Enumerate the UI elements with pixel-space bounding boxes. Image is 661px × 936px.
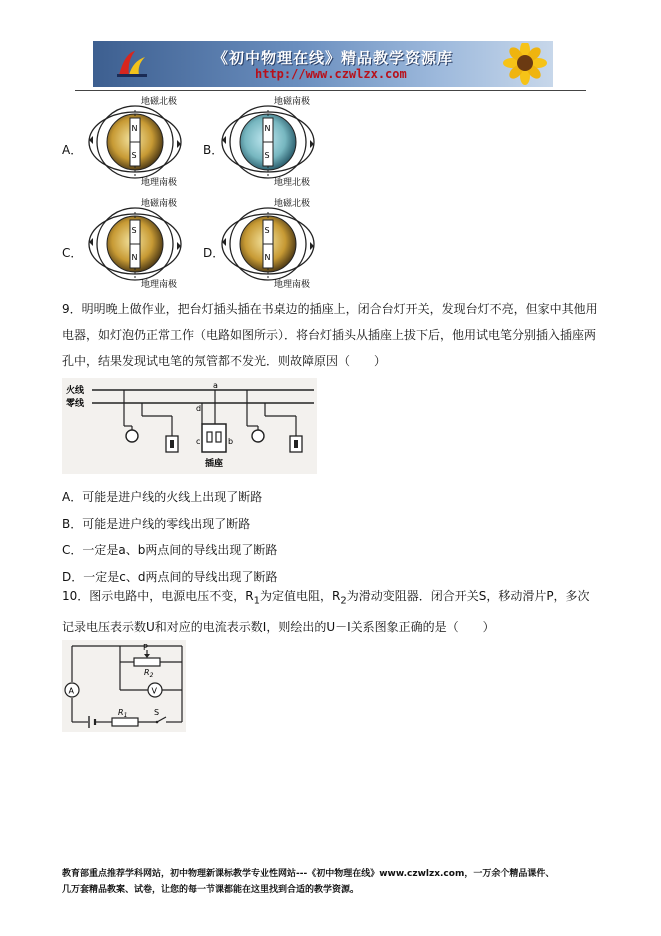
resistor-r1-icon [112,718,138,726]
rheostat-r2-icon [134,658,160,666]
q8-top-pole-label: 地磁北极 [274,199,311,209]
point-c-label: c [196,437,201,446]
q8-option-letter[interactable]: A． [62,143,83,157]
header-title: 《初中物理在线》精品教学资源库 [213,49,454,67]
q8-magnet-top-label: S [264,226,270,235]
socket-label: 插座 [205,459,224,469]
q9-text [62,296,602,374]
lamp-1-icon [126,430,138,442]
switch-s-label: S [154,708,160,717]
voltmeter-label: V [151,686,157,696]
q10-r2-subscript: 2 [340,595,347,607]
sunflower-icon [495,43,549,85]
q9-circuit-diagram [62,378,317,474]
q8-earth-diagram-b [218,96,328,188]
q8-earth-diagram-c [85,198,195,290]
q10-line-1-post: 为滑动变阻器．闭合开关S，移动滑片P，多次 [346,589,590,603]
q8-magnet-bottom-label: S [131,151,137,160]
header-url[interactable]: http://www.czwlzx.com [255,67,407,81]
lamp-2-icon [252,430,264,442]
q8-option-letter[interactable]: C． [62,246,83,260]
q8-option-letter[interactable]: D． [203,246,225,260]
point-a-label: a [213,381,218,390]
q10-line-1-mid: 为定值电阻，R [259,589,341,603]
q9-line-2: 电器，如灯泡仍正常工作（电路如图所示）．将台灯插头从插座上拔下后，他用试电笔分别插入插座两 [62,328,597,342]
q9-line-1: 9．明明晚上做作业，把台灯插头插在书桌边的插座上，闭合台灯开关，发现台灯不亮，但家中其他用 [62,302,598,316]
q8-bottom-pole-label: 地理南极 [141,280,178,290]
page-footer [62,866,632,898]
q10-line-1-pre: 10．图示电路中，电源电压不变，R [62,589,254,603]
slider-p-label: P [143,643,148,652]
q8-bottom-pole-label: 地理南极 [274,280,311,290]
q9-choice-a[interactable]: A．可能是进户线的火线上出现了断路 [62,490,263,504]
q10-text [62,583,607,640]
q9-line-3: 孔中，结果发现试电笔的氖管都不发光．则故障原因（ ） [62,354,387,368]
point-d-label: d [196,404,202,413]
neutral-wire-label: 零线 [66,399,85,409]
q8-bottom-pole-label: 地理南极 [141,178,178,188]
footer-line-2: 几万套精品教案、试卷，让您的每一节课都能在这里找到合适的教学资源。 [62,885,360,895]
socket-icon [202,424,226,452]
q8-magnet-bottom-label: N [264,253,271,262]
q10-circuit-diagram [62,640,186,732]
q8-earth-diagram-d [218,198,328,290]
q9-choice-b[interactable]: B．可能是进户线的零线出现了断路 [62,516,251,531]
header-banner [93,41,553,87]
q8-top-pole-label: 地磁北极 [141,97,178,107]
q10-r1-subscript: 1 [253,595,260,607]
ammeter-label: A [68,686,74,696]
q8-earth-diagram-a [85,96,195,188]
header-divider [75,90,586,91]
q9-choice-c[interactable]: C．一定是a、b两点间的导线出现了断路 [62,543,278,557]
q8-top-pole-label: 地磁南极 [141,199,178,209]
footer-line-1: 教育部重点推荐学科网站，初中物理新课标教学专业性网站---《初中物理在线》www.czwlzx.com，一万余个精品课件、 [62,869,555,879]
q9-choices [62,484,277,590]
q8-bottom-pole-label: 地理北极 [274,178,311,188]
q8-magnet-top-label: N [264,124,271,133]
q10-line-2: 记录电压表示数U和对应的电流表示数I，则绘出的U－I关系图象正确的是（ ） [62,620,495,635]
q8-magnet-top-label: N [131,124,138,133]
q9-choice-d[interactable]: D．一定是c、d两点间的导线出现了断路 [62,569,278,584]
point-b-label: b [228,437,234,446]
q8-option-letter[interactable]: B． [203,143,224,157]
q10-line-1 [62,583,607,614]
q8-magnet-top-label: S [131,226,137,235]
site-logo-icon [115,49,149,79]
r1-label: $R_1$ [118,708,128,719]
q8-magnet-bottom-label: S [264,151,270,160]
r2-label: $R_2$ [144,668,154,679]
q8-magnet-bottom-label: N [131,253,138,262]
q8-top-pole-label: 地磁南极 [274,97,311,107]
live-wire-label: 火线 [66,386,85,396]
